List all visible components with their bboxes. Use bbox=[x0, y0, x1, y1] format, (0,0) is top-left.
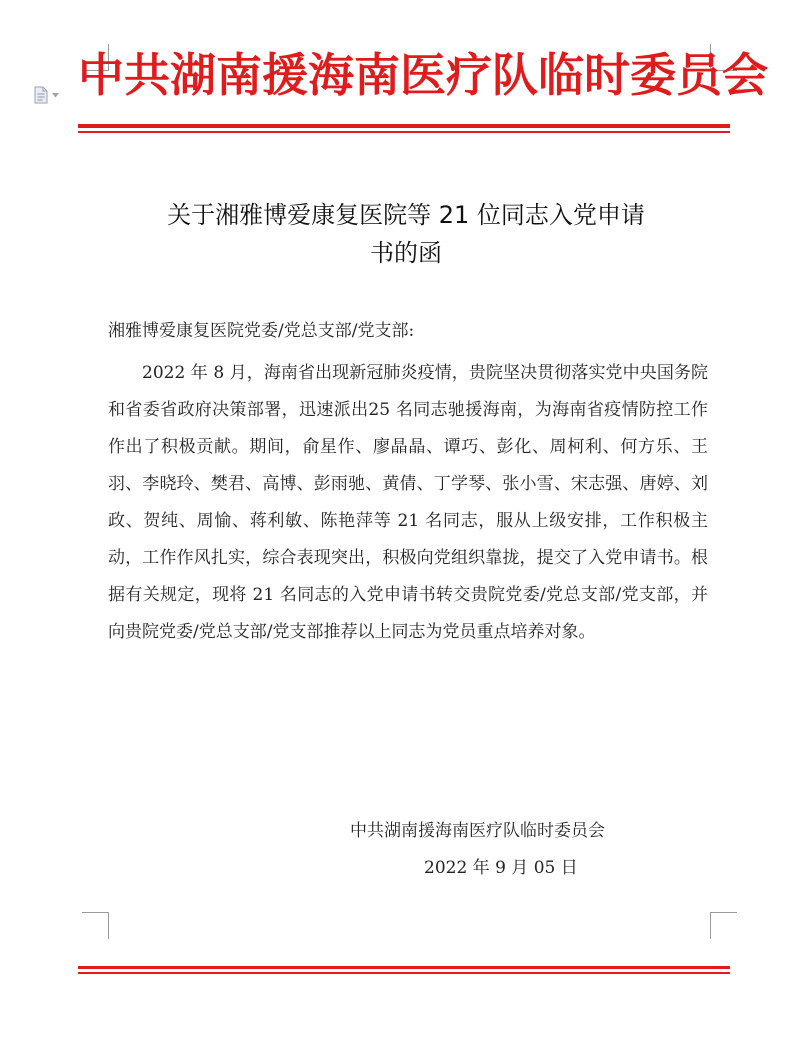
chevron-down-icon bbox=[52, 93, 59, 98]
header-rule-thin bbox=[78, 131, 730, 133]
letterhead-title: 中共湖南援海南医疗队临时委员会 bbox=[78, 48, 768, 102]
footer-rule-thick bbox=[78, 966, 730, 969]
document-icon bbox=[34, 86, 48, 104]
document-title bbox=[100, 196, 712, 272]
signature-org: 中共湖南援海南医疗队临时委员会 bbox=[350, 821, 605, 841]
crop-mark-bottom-left bbox=[82, 912, 109, 939]
crop-mark-bottom-right bbox=[710, 912, 737, 939]
document-title-line2: 书的函 bbox=[370, 239, 442, 267]
document-menu[interactable] bbox=[34, 86, 59, 104]
document-title-line1: 关于湘雅博爱康复医院等 21 位同志入党申请 bbox=[167, 201, 645, 229]
footer-rule-thin bbox=[78, 972, 730, 974]
recipient-line: 湘雅博爱康复医院党委/党总支部/党支部: bbox=[108, 321, 415, 341]
body-paragraph: 2022 年 8 月，海南省出现新冠肺炎疫情，贵院坚决贯彻落实党中央国务院和省委省政府决策部署，迅速派出25 名同志驰援海南，为海南省疫情防控工作作出了积极贡献。期间，俞星作、廖晶晶、谭巧、彭化、周柯利、何方乐、王羽、李晓玲、樊君、高博、彭雨驰、黄倩、丁学琴、张小雪、宋志强、唐婷、刘政、贺纯、周愉、蒋利敏、陈艳萍等 21 名同志，服从上级安排，工作积极主动，工作作风扎实，综合表现突出，积极向党组织靠拢，提交了入党申请书。根据有关规定，现将 21 名同志的入党申请书转交贵院党委/党总支部/党支部，并向贵院党委/党总支部/党支部推荐以上同志为党员重点培养对象。 bbox=[108, 363, 708, 642]
header-rule-thick bbox=[78, 124, 730, 128]
signature-date: 2022 年 9 月 05 日 bbox=[424, 858, 578, 878]
